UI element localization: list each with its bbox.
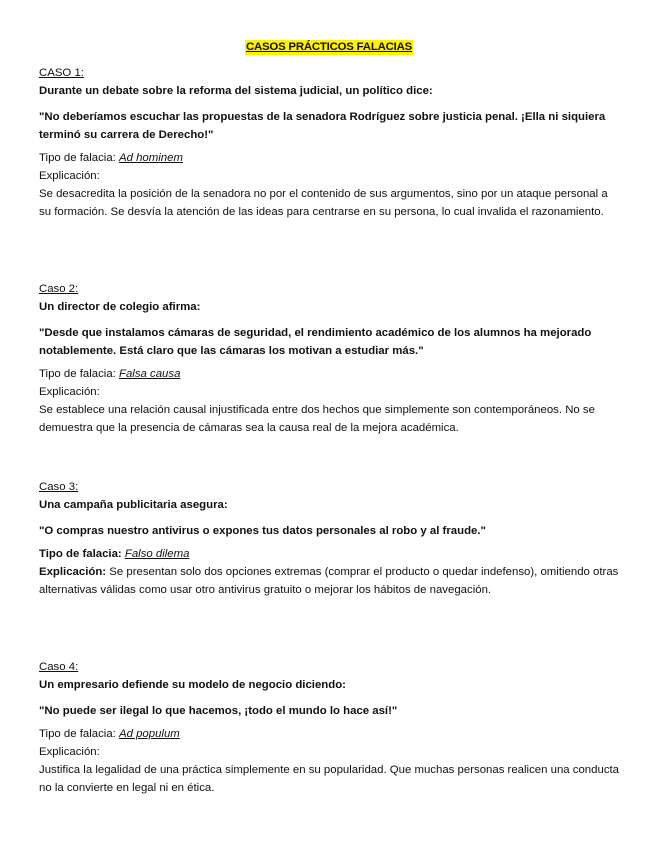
- fallacy-name: Falsa causa: [119, 368, 181, 380]
- explanation-label: Explicación:: [39, 386, 100, 398]
- fallacy-type-line: [39, 545, 619, 563]
- case-1: [39, 64, 619, 221]
- explanation-label: Explicación:: [39, 566, 107, 578]
- case-quote: "No puede ser ilegal lo que hacemos, ¡todo el mundo lo hace así!": [39, 705, 398, 717]
- fallacy-type-label: Tipo de falacia:: [39, 548, 122, 560]
- explanation-label: Explicación:: [39, 170, 100, 182]
- case-label: Caso 4:: [39, 661, 79, 673]
- explanation-text: Se presentan solo dos opciones extremas (comprar el producto o quedar indefenso), omitiendo otras alternativas válidas como usar otro antivirus gratuito o mejorar los hábitos de navegación.: [39, 566, 619, 596]
- fallacy-name: Ad populum: [119, 728, 180, 740]
- fallacy-type-label: Tipo de falacia:: [39, 728, 116, 740]
- document-title: CASOS PRÁCTICOS FALACIAS: [245, 41, 413, 53]
- title-wrapper: [39, 38, 619, 56]
- fallacy-type-line: [39, 149, 619, 167]
- fallacy-type-line: [39, 365, 619, 383]
- fallacy-name: Ad hominem: [119, 152, 183, 164]
- case-intro: Un director de colegio afirma:: [39, 301, 201, 313]
- explanation-paragraph: [39, 563, 619, 599]
- case-quote: "Desde que instalamos cámaras de seguridad, el rendimiento académico de los alumnos ha mejorado notablemente. Está claro que las cámaras los motivan a estudiar más.": [39, 327, 592, 357]
- explanation-text: Se establece una relación causal injustificada entre dos hechos que simplemente son contemporáneos. No se demuestra que la presencia de cámaras sea la causa real de la mejora académica.: [39, 404, 595, 434]
- case-label: Caso 3:: [39, 481, 79, 493]
- fallacy-type-label: Tipo de falacia:: [39, 152, 116, 164]
- case-label: CASO 1:: [39, 67, 84, 79]
- case-3: [39, 478, 619, 599]
- case-label: Caso 2:: [39, 283, 79, 295]
- explanation-text: Se desacredita la posición de la senadora no por el contenido de sus argumentos, sino por un ataque personal a su formación. Se desvía la atención de las ideas para centrarse en su persona, lo cual invalida el razonamiento.: [39, 188, 608, 218]
- case-intro: Una campaña publicitaria asegura:: [39, 499, 228, 511]
- fallacy-type-label: Tipo de falacia:: [39, 368, 116, 380]
- case-intro: Un empresario defiende su modelo de negocio diciendo:: [39, 679, 346, 691]
- fallacy-type-line: [39, 725, 619, 743]
- case-intro: Durante un debate sobre la reforma del sistema judicial, un político dice:: [39, 85, 433, 97]
- fallacy-name: Falso dilema: [124, 548, 190, 560]
- case-quote: "O compras nuestro antivirus o expones tus datos personales al robo y al fraude.": [39, 525, 486, 537]
- explanation-label: Explicación:: [39, 746, 100, 758]
- explanation-text: Justifica la legalidad de una práctica simplemente en su popularidad. Que muchas personas realicen una conducta no la convierte en legal ni en ética.: [39, 764, 620, 794]
- case-2: [39, 280, 619, 437]
- case-quote: "No deberíamos escuchar las propuestas de la senadora Rodríguez sobre justicia penal. ¡Ella ni siquiera terminó su carrera de Derecho!": [39, 111, 606, 141]
- case-4: [39, 658, 619, 797]
